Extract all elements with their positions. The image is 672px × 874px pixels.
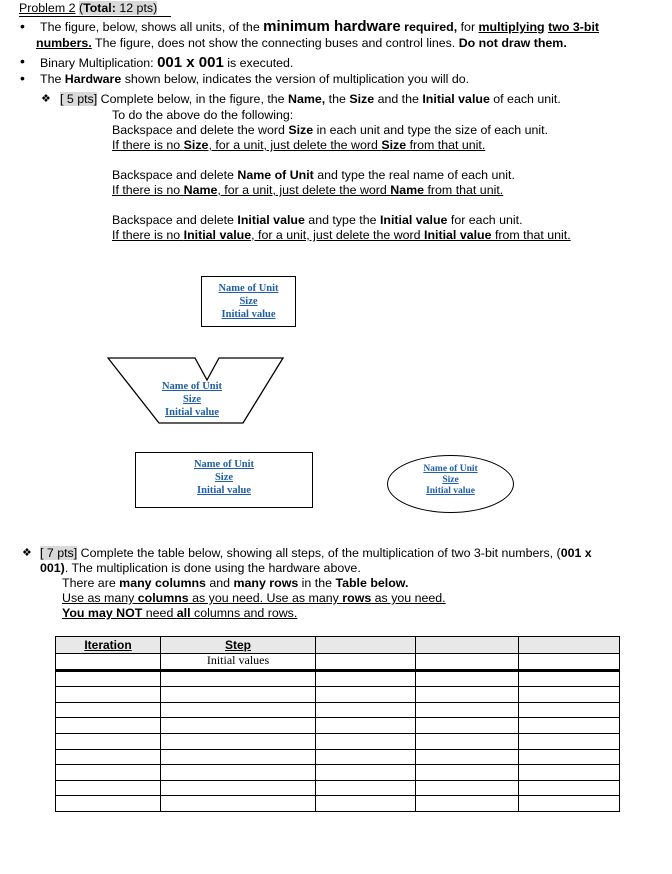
unit-initial-value: Initial value <box>221 309 276 320</box>
table-header-row <box>56 637 620 654</box>
unit-name: Name of Unit <box>193 459 255 470</box>
col-step-header: Step <box>161 637 316 654</box>
p2-text: as you need. <box>371 591 446 605</box>
bullet1-line1 <box>40 19 599 35</box>
p1-text: If there is no <box>112 183 184 197</box>
table-cell[interactable] <box>161 687 316 703</box>
p1-size: Size <box>183 138 209 152</box>
total-value: 12 pts) <box>115 1 158 15</box>
total-prefix: ( <box>78 1 84 15</box>
p2-operands: 001 x <box>560 546 592 560</box>
p2-bold: many rows <box>233 576 299 590</box>
table-cell[interactable] <box>316 718 416 734</box>
table-cell[interactable] <box>56 780 161 796</box>
p1-name: Name <box>183 183 218 197</box>
part1-line2: To do the above do the following: <box>112 108 294 122</box>
b1-required: required, <box>400 20 458 34</box>
p2-text: in the <box>298 576 336 590</box>
table-cell[interactable] <box>519 733 620 749</box>
problem-title: Problem 2 <box>19 1 76 15</box>
table-cell[interactable] <box>416 687 519 703</box>
table-cell[interactable] <box>161 749 316 765</box>
unit-control-ellipse[interactable] <box>387 455 514 513</box>
b1-figure-note: The figure, does not show the connecting buses and control lines. <box>91 36 459 50</box>
p2-bold: all <box>176 606 191 620</box>
part1-marker: ❖ <box>41 93 51 105</box>
b1-text: The figure, below, shows all units, of the <box>40 20 264 34</box>
table-cell[interactable] <box>161 780 316 796</box>
table-row <box>56 702 620 718</box>
table-cell[interactable] <box>161 670 316 687</box>
initial-values-cell[interactable]: Initial values <box>161 654 316 671</box>
table-row <box>56 687 620 703</box>
b3-rest: shown below, indicates the version of multiplication you will do. <box>121 72 470 86</box>
table-cell[interactable] <box>56 654 161 671</box>
p1-size: Size <box>349 92 375 106</box>
unit-size: Size <box>182 394 202 405</box>
unit-name: Name of Unit <box>218 283 279 294</box>
table-cell[interactable] <box>316 687 416 703</box>
col-header-empty <box>416 637 519 654</box>
p1-text: Backspace and delete <box>112 168 238 182</box>
col-header-empty <box>519 637 620 654</box>
part2-marker: ❖ <box>22 547 32 559</box>
table-row <box>56 670 620 687</box>
table-cell[interactable] <box>316 654 416 671</box>
table-cell[interactable] <box>316 780 416 796</box>
part1-line1 <box>60 92 561 107</box>
p1-name: Name of Unit <box>237 168 314 182</box>
p1-text: Complete below, in the figure, the <box>97 92 288 106</box>
table-row <box>56 733 620 749</box>
b3-text: The <box>40 72 65 86</box>
unit-initial-value: Initial value <box>197 485 251 496</box>
b2-operands: 001 x 001 <box>157 54 224 71</box>
part1-line3 <box>112 123 548 138</box>
p1-size: Size <box>381 138 407 152</box>
table-cell[interactable] <box>56 702 161 718</box>
table-row <box>56 765 620 781</box>
table-cell[interactable] <box>519 670 620 687</box>
header-underline <box>19 16 171 17</box>
b1-do-not-draw: Do not draw them. <box>458 36 567 50</box>
part1-line4 <box>112 138 485 153</box>
col-header-empty <box>316 637 416 654</box>
table-cell[interactable] <box>316 796 416 812</box>
part2-line2 <box>40 561 361 576</box>
table-cell[interactable] <box>316 749 416 765</box>
p1-text: , for a unit, just delete the word <box>208 138 382 152</box>
bullet3-line <box>40 72 469 87</box>
p1-text: If there is no <box>112 138 184 152</box>
b1-multiplying: multiplying <box>478 20 545 34</box>
col-iteration-header: Iteration <box>56 637 161 654</box>
p1-text: for each unit. <box>447 213 523 227</box>
bullet-dot: • <box>20 70 25 86</box>
table-cell[interactable] <box>161 718 316 734</box>
p1-text: of each unit. <box>489 92 561 106</box>
table-cell[interactable] <box>519 718 620 734</box>
unit-size: Size <box>239 296 258 307</box>
p1-text: and the <box>374 92 423 106</box>
p1-initial: Initial value <box>424 228 492 242</box>
part1-line6 <box>112 183 503 198</box>
part1-line7 <box>112 213 523 228</box>
table-cell[interactable] <box>416 796 519 812</box>
p2-bold: many columns <box>119 576 206 590</box>
p1-text: , for a unit, just delete the word <box>251 228 425 242</box>
bullet1-line2 <box>36 36 567 51</box>
part2-line1 <box>40 546 592 561</box>
p1-text: and type the real name of each unit. <box>313 168 515 182</box>
table-cell[interactable] <box>56 749 161 765</box>
b1-two-3bit: two 3-bit <box>548 20 600 34</box>
b1-numbers: numbers. <box>36 36 92 50</box>
p2-bold: rows <box>342 591 372 605</box>
b2-text: Binary Multiplication: <box>40 56 158 70</box>
unit-register-top[interactable] <box>201 276 296 327</box>
p1-text: Backspace and delete the word <box>112 123 289 137</box>
part2-line3 <box>62 576 408 591</box>
p2-text: . The multiplication is done using the hardware above. <box>64 561 361 575</box>
p1-initial: Initial value <box>183 228 252 242</box>
p1-initial: Initial value <box>422 92 490 106</box>
unit-register-bottom[interactable] <box>135 452 313 508</box>
table-cell[interactable] <box>56 687 161 703</box>
table-cell[interactable] <box>519 780 620 796</box>
table-cell[interactable] <box>416 780 519 796</box>
p2-text: Use as many <box>62 591 138 605</box>
part2-points: [ 7 pts] <box>40 546 78 560</box>
p1-name: Name <box>390 183 425 197</box>
p1-text: the <box>325 92 350 106</box>
p2-bold: below. <box>366 576 409 590</box>
table-cell[interactable] <box>416 765 519 781</box>
b3-hardware: Hardware <box>64 72 122 86</box>
table-row <box>56 796 620 812</box>
table-cell[interactable] <box>519 687 620 703</box>
table-cell[interactable] <box>161 702 316 718</box>
p1-text: from that unit. <box>424 183 504 197</box>
table-row <box>56 718 620 734</box>
p2-text: Complete the table below, showing all steps, of the multiplication of two 3-bit numbers, ( <box>77 546 561 560</box>
p1-text: from that unit. <box>406 138 486 152</box>
table-row <box>56 749 620 765</box>
p1-name: Name, <box>288 92 326 106</box>
table-cell[interactable] <box>316 702 416 718</box>
p1-initial: Initial value <box>379 213 448 227</box>
unit-size: Size <box>442 475 459 485</box>
p1-text: Backspace and delete <box>112 213 238 227</box>
table-cell[interactable] <box>416 702 519 718</box>
table-row <box>56 780 620 796</box>
table-cell[interactable] <box>161 796 316 812</box>
table-cell[interactable] <box>519 749 620 765</box>
table-cell[interactable] <box>56 670 161 687</box>
p1-text: from that unit. <box>491 228 571 242</box>
table-cell[interactable] <box>416 733 519 749</box>
table-cell[interactable] <box>56 765 161 781</box>
p2-text: columns and rows. <box>190 606 298 620</box>
unit-initial-value: Initial value <box>165 407 219 418</box>
p2-bold: Table <box>335 576 367 590</box>
p2-text: and <box>205 576 234 590</box>
p2-operands: 001) <box>40 561 65 575</box>
unit-initial-value: Initial value <box>426 486 475 496</box>
table-cell[interactable] <box>316 670 416 687</box>
table-cell[interactable] <box>416 654 519 671</box>
table-cell[interactable] <box>161 733 316 749</box>
table-cell[interactable] <box>519 654 620 671</box>
bullet2-line <box>40 55 293 71</box>
p1-text: , for a unit, just delete the word <box>217 183 391 197</box>
p2-bold: columns <box>137 591 189 605</box>
b2-executed: is executed. <box>223 56 294 70</box>
b1-min-hw: minimum hardware <box>263 18 401 35</box>
p2-text: There are <box>62 576 120 590</box>
b1-for: for <box>457 20 479 34</box>
p2-text: as you need. Use as many <box>188 591 343 605</box>
p1-size: Size <box>288 123 314 137</box>
bullet-dot: • <box>20 18 25 34</box>
unit-name: Name of Unit <box>161 381 223 392</box>
p1-text: If there is no <box>112 228 184 242</box>
table-cell[interactable] <box>56 733 161 749</box>
total-label: Total: <box>83 1 116 15</box>
table-cell[interactable] <box>519 796 620 812</box>
table-cell[interactable] <box>316 733 416 749</box>
table-cell[interactable] <box>416 749 519 765</box>
p2-bold: You may NOT <box>62 606 143 620</box>
p2-text: need <box>142 606 177 620</box>
table-cell[interactable] <box>161 765 316 781</box>
table-cell[interactable] <box>56 796 161 812</box>
part2-line4 <box>62 591 446 606</box>
table-cell[interactable] <box>416 670 519 687</box>
problem-total <box>79 1 157 15</box>
problem-header <box>19 1 157 15</box>
unit-size: Size <box>214 472 234 483</box>
table-cell[interactable] <box>56 718 161 734</box>
part1-line5 <box>112 168 515 183</box>
part1-line8 <box>112 228 571 243</box>
steps-table <box>55 636 620 812</box>
part2-line5 <box>62 606 297 621</box>
unit-name: Name of Unit <box>423 464 478 474</box>
part1-points: [ 5 pts] <box>60 92 98 106</box>
table-cell[interactable] <box>316 765 416 781</box>
p1-initial: Initial value <box>237 213 305 227</box>
table-cell[interactable] <box>519 765 620 781</box>
table-cell[interactable] <box>416 718 519 734</box>
unit-alu-labels <box>142 380 242 419</box>
p1-text: in each unit and type the size of each unit. <box>313 123 549 137</box>
p1-text: and type the <box>304 213 380 227</box>
table-row-initial <box>56 654 620 671</box>
table-cell[interactable] <box>519 702 620 718</box>
bullet-dot: • <box>20 53 25 69</box>
